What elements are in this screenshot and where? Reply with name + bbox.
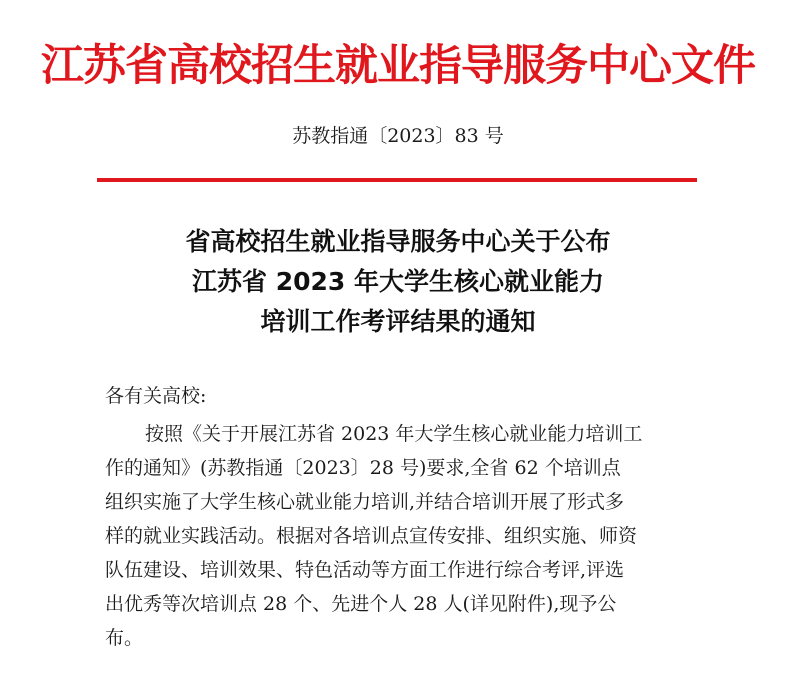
salutation: 各有关高校: — [105, 385, 207, 407]
notice-title-line: 省高校招生就业指导服务中心关于公布 — [185, 227, 611, 256]
body-line: 作的通知》(苏教指通〔2023〕28 号)要求,全省 62 个培训点 — [105, 457, 621, 479]
body-line: 队伍建设、培训效果、特色活动等方面工作进行综合考评,评选 — [105, 559, 625, 581]
body-paragraph — [105, 417, 697, 655]
body-line: 样的就业实践活动。根据对各培训点宣传安排、组织实施、师资 — [105, 525, 638, 547]
document-header-title: 江苏省高校招生就业指导服务中心文件 — [41, 41, 755, 91]
document-number: 苏教指通〔2023〕83 号 — [292, 125, 504, 147]
body-line: 布。 — [105, 627, 144, 649]
body-line: 按照《关于开展江苏省 2023 年大学生核心就业能力培训工 — [145, 423, 643, 445]
red-divider-line — [97, 178, 697, 182]
notice-title-line: 培训工作考评结果的通知 — [260, 307, 536, 336]
body-line: 出优秀等次培训点 28 个、先进个人 28 人(详见附件),现予公 — [105, 593, 617, 615]
notice-title-line: 江苏省 2023 年大学生核心就业能力 — [192, 267, 604, 296]
notice-title — [0, 222, 796, 342]
body-line: 组织实施了大学生核心就业能力培训,并结合培训开展了形式多 — [105, 491, 625, 513]
